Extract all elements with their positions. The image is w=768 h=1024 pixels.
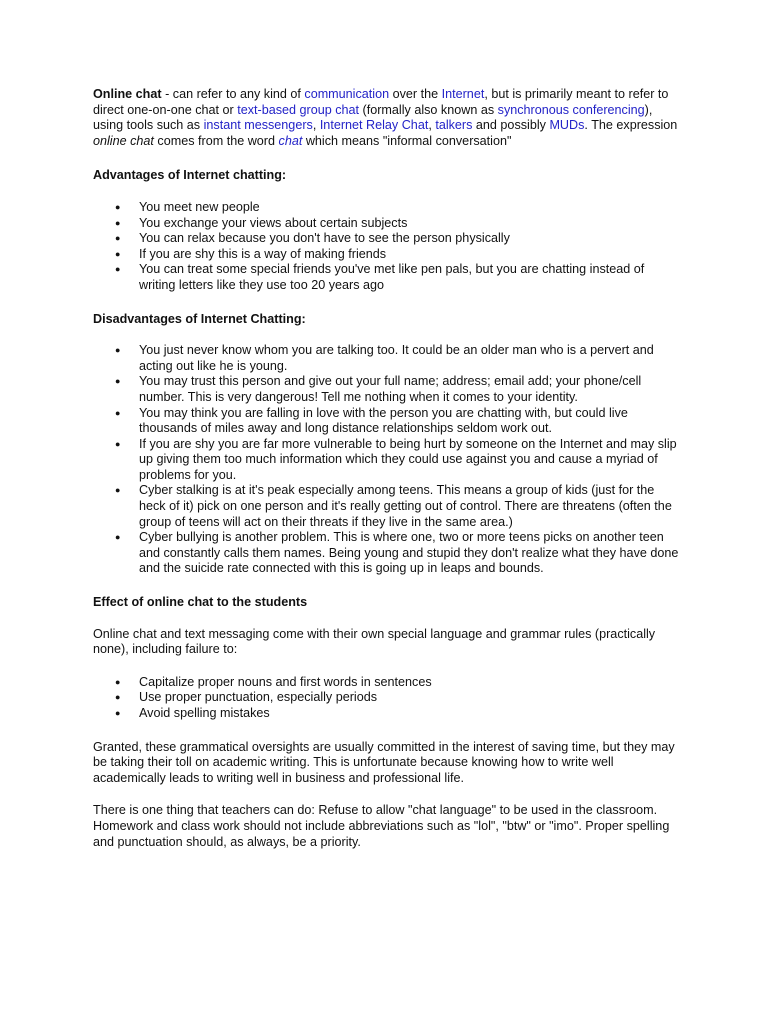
list-item [93, 374, 683, 405]
intro-text: , [428, 118, 436, 133]
advantages-list [93, 200, 683, 294]
list-item-text: Avoid spelling mistakes [139, 706, 270, 720]
bullet-icon: ● [115, 676, 121, 687]
bullet-icon: ● [115, 345, 121, 356]
intro-paragraph [93, 87, 683, 149]
effect-list [93, 675, 683, 722]
document-page [93, 87, 683, 867]
link-synchronous-conferencing[interactable]: synchronous conferencing [497, 102, 645, 117]
link-communication[interactable]: communication [304, 87, 390, 101]
list-item-text: You may trust this person and give out your full name; address; email add; your phone/cell number. This is very dangerous! Tell me nothing when it comes to your identity. [139, 374, 642, 404]
disadvantages-heading: Disadvantages of Internet Chatting: [93, 311, 306, 326]
list-item [93, 406, 683, 437]
bullet-icon: ● [115, 407, 121, 418]
bullet-icon: ● [115, 708, 121, 718]
effect-heading: Effect of online chat to the students [93, 595, 308, 610]
link-instant-messengers[interactable]: instant messengers [203, 118, 313, 133]
intro-text: and possibly [472, 118, 550, 133]
list-item [93, 262, 683, 293]
intro-text: (formally also known as [359, 102, 498, 117]
link-internet-relay-chat[interactable]: Internet Relay Chat [319, 118, 429, 133]
bullet-icon: ● [115, 532, 121, 543]
list-item-text: If you are shy you are far more vulnerable to being hurt by someone on the Internet and may slip up giving them too much information which they could use against you and cause a myriad of problems for you. [139, 436, 677, 482]
list-item-text: You exchange your views about certain subjects [139, 215, 408, 230]
effect-paragraph-1: Online chat and text messaging come with their own special language and grammar rules (practically none), including failure to: [93, 626, 656, 657]
bullet-icon: ● [115, 233, 121, 244]
list-item [93, 216, 683, 232]
list-item-text: Use proper punctuation, especially periods [139, 690, 378, 705]
bullet-icon: ● [115, 217, 121, 228]
intro-text: ), using tools such as [93, 102, 653, 133]
effect-paragraph-2: Granted, these grammatical oversights are usually committed in the interest of saving time, but they may be taking their toll on academic writing. This is unfortunate because knowing how to write well academically leads to writing well in business and professional life. [93, 739, 675, 785]
list-item [93, 200, 683, 216]
bullet-icon: ● [115, 264, 121, 275]
list-item [93, 437, 683, 484]
intro-text: - can refer to any kind of [161, 87, 305, 101]
disadvantages-list [93, 343, 683, 577]
intro-text: over the [389, 87, 442, 101]
bullet-icon: ● [115, 376, 121, 387]
emphasis-online-chat: online chat [93, 133, 154, 148]
list-item [93, 483, 683, 530]
list-item-text: Cyber bullying is another problem. This is where one, two or more teens picks on another teen and constantly calls them names. Being young and stupid they don't realize what they have done and the suicide rate connected with this is going up in leaps and bounds. [139, 530, 679, 576]
link-text-based-group-chat[interactable]: text-based group chat [237, 102, 360, 117]
link-talkers[interactable]: talkers [435, 118, 473, 133]
list-item-text: You just never know whom you are talking too. It could be an older man who is a pervert and acting out like he is young. [139, 343, 654, 373]
list-item-text: Cyber stalking is at it's peak especially among teens. This means a group of kids (just for the heck of it) pick on one person and it's really getting out of control. There are threatens (often the group of teens will act on their threats if they live in the same area.) [139, 483, 672, 529]
link-internet[interactable]: Internet [441, 87, 485, 101]
intro-lead-term: Online chat [93, 87, 162, 101]
list-item-text: You may think you are falling in love with the person you are chatting with, but could live thousands of miles away and long distance relationships seldom work out. [139, 405, 628, 436]
bullet-icon: ● [115, 485, 121, 496]
list-item [93, 530, 683, 577]
list-item [93, 343, 683, 374]
list-item-text: Capitalize proper nouns and first words in sentences [139, 674, 432, 689]
list-item-text: You can relax because you don't have to see the person physically [139, 231, 510, 246]
list-item-text: You can treat some special friends you've met like pen pals, but you are chatting instead of writing letters like they use too 20 years ago [139, 262, 645, 292]
list-item [93, 690, 683, 706]
intro-text: which means "informal conversation" [302, 133, 512, 148]
list-item [93, 675, 683, 691]
list-item [93, 247, 683, 263]
intro-text: . The expression [584, 118, 678, 133]
intro-text: , [312, 118, 320, 133]
list-item [93, 231, 683, 247]
link-muds[interactable]: MUDs [549, 118, 585, 133]
list-item [93, 706, 683, 722]
bullet-icon: ● [115, 692, 121, 703]
advantages-heading: Advantages of Internet chatting: [93, 168, 287, 183]
list-item-text: If you are shy this is a way of making friends [139, 246, 387, 261]
bullet-icon: ● [115, 438, 121, 449]
intro-text: , but is primarily meant to refer to direct one-on-one chat or [93, 87, 669, 117]
list-item-text: You meet new people [139, 199, 260, 214]
intro-text: comes from the word [153, 133, 279, 148]
bullet-icon: ● [115, 201, 121, 212]
link-chat[interactable]: chat [278, 133, 303, 148]
effect-paragraph-3: There is one thing that teachers can do: Refuse to allow "chat language" to be used in the classroom. Homework and class work should not include abbreviations such as "lol", "btw" or "imo". Proper spelling and punctuation should, as always, be a priority. [93, 803, 670, 849]
bullet-icon: ● [115, 248, 121, 259]
